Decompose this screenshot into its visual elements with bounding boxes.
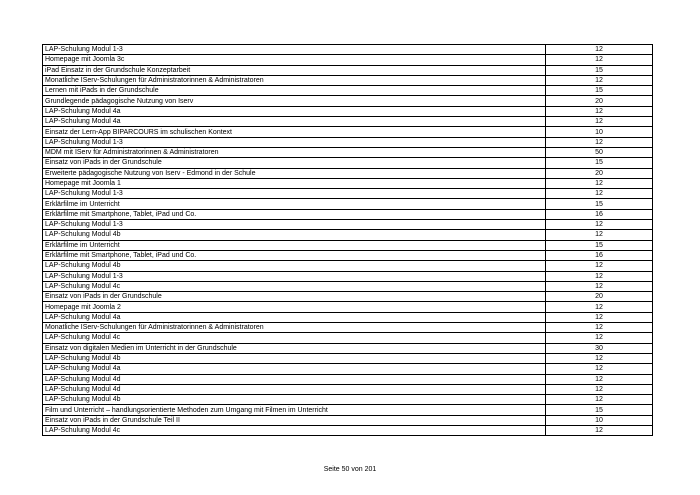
course-title-cell: LAP-Schulung Modul 1-3	[43, 45, 546, 55]
course-title-cell: Einsatz der Lern-App BIPARCOURS im schulischen Kontext	[43, 127, 546, 137]
table-row	[43, 65, 653, 75]
course-title-cell: LAP-Schulung Modul 4a	[43, 364, 546, 374]
course-title-cell: Homepage mit Joomla 1	[43, 178, 546, 188]
course-value-cell: 10	[546, 415, 653, 425]
course-value-cell: 12	[546, 281, 653, 291]
course-value-cell: 20	[546, 168, 653, 178]
table-row	[43, 55, 653, 65]
course-value-cell: 12	[546, 425, 653, 435]
course-value-cell: 12	[546, 302, 653, 312]
course-title-cell: LAP-Schulung Modul 4a	[43, 312, 546, 322]
course-value-cell: 12	[546, 271, 653, 281]
course-title-cell: iPad Einsatz in der Grundschule Konzeptarbeit	[43, 65, 546, 75]
course-value-cell: 12	[546, 323, 653, 333]
course-title-cell: LAP-Schulung Modul 4b	[43, 261, 546, 271]
table-row	[43, 106, 653, 116]
course-value-cell: 10	[546, 127, 653, 137]
table-row	[43, 384, 653, 394]
table-row	[43, 343, 653, 353]
table-row	[43, 220, 653, 230]
course-title-cell: LAP-Schulung Modul 4b	[43, 395, 546, 405]
table-row	[43, 250, 653, 260]
course-title-cell: LAP-Schulung Modul 4b	[43, 353, 546, 363]
table-row	[43, 168, 653, 178]
table-row	[43, 364, 653, 374]
course-value-cell: 50	[546, 147, 653, 157]
course-title-cell: LAP-Schulung Modul 1-3	[43, 189, 546, 199]
table-row	[43, 395, 653, 405]
page-number: Seite 50 von 201	[323, 466, 377, 473]
course-title-cell: LAP-Schulung Modul 1-3	[43, 220, 546, 230]
table-row	[43, 189, 653, 199]
course-value-cell: 12	[546, 189, 653, 199]
course-value-cell: 15	[546, 240, 653, 250]
course-title-cell: LAP-Schulung Modul 4c	[43, 281, 546, 291]
course-value-cell: 12	[546, 364, 653, 374]
course-value-cell: 16	[546, 209, 653, 219]
course-title-cell: Homepage mit Joomla 2	[43, 302, 546, 312]
course-value-cell: 12	[546, 312, 653, 322]
course-value-cell: 12	[546, 45, 653, 55]
course-value-cell: 12	[546, 353, 653, 363]
course-value-cell: 12	[546, 384, 653, 394]
course-value-cell: 12	[546, 220, 653, 230]
table-row	[43, 86, 653, 96]
course-title-cell: MDM mit IServ für Administratorinnen & Administratoren	[43, 147, 546, 157]
course-value-cell: 12	[546, 106, 653, 116]
table-row	[43, 199, 653, 209]
course-value-cell: 12	[546, 333, 653, 343]
course-title-cell: Erklärfilme im Unterricht	[43, 240, 546, 250]
course-value-cell: 20	[546, 96, 653, 106]
course-title-cell: LAP-Schulung Modul 4d	[43, 384, 546, 394]
course-title-cell: Monatliche IServ-Schulungen für Administratorinnen & Administratoren	[43, 75, 546, 85]
table-row	[43, 127, 653, 137]
course-value-cell: 15	[546, 405, 653, 415]
course-title-cell: LAP-Schulung Modul 4b	[43, 230, 546, 240]
course-title-cell: LAP-Schulung Modul 4a	[43, 106, 546, 116]
table-row	[43, 45, 653, 55]
table-row	[43, 323, 653, 333]
course-title-cell: Lernen mit iPads in der Grundschule	[43, 86, 546, 96]
table-row	[43, 137, 653, 147]
table-row	[43, 117, 653, 127]
course-value-cell: 12	[546, 137, 653, 147]
course-title-cell: LAP-Schulung Modul 1-3	[43, 137, 546, 147]
course-title-cell: Homepage mit Joomla 3c	[43, 55, 546, 65]
course-title-cell: Erklärfilme im Unterricht	[43, 199, 546, 209]
table-row	[43, 292, 653, 302]
course-title-cell: Grundlegende pädagogische Nutzung von Iserv	[43, 96, 546, 106]
table-row	[43, 230, 653, 240]
table-row	[43, 425, 653, 435]
table-row	[43, 374, 653, 384]
table-row	[43, 271, 653, 281]
table-row	[43, 405, 653, 415]
course-value-cell: 12	[546, 374, 653, 384]
course-table	[42, 44, 653, 436]
course-value-cell: 20	[546, 292, 653, 302]
course-title-cell: Film und Unterricht – handlungsorientierte Methoden zum Umgang mit Filmen im Unterricht	[43, 405, 546, 415]
course-table-body	[43, 45, 653, 436]
course-value-cell: 15	[546, 65, 653, 75]
course-value-cell: 12	[546, 55, 653, 65]
course-title-cell: LAP-Schulung Modul 1-3	[43, 271, 546, 281]
table-row	[43, 261, 653, 271]
course-value-cell: 12	[546, 261, 653, 271]
table-row	[43, 178, 653, 188]
course-title-cell: Einsatz von iPads in der Grundschule	[43, 158, 546, 168]
table-row	[43, 415, 653, 425]
table-row	[43, 209, 653, 219]
table-row	[43, 147, 653, 157]
course-value-cell: 30	[546, 343, 653, 353]
course-value-cell: 15	[546, 158, 653, 168]
course-title-cell: Erweiterte pädagogische Nutzung von Iserv - Edmond in der Schule	[43, 168, 546, 178]
table-row	[43, 302, 653, 312]
course-title-cell: LAP-Schulung Modul 4a	[43, 117, 546, 127]
course-title-cell: LAP-Schulung Modul 4d	[43, 374, 546, 384]
course-value-cell: 15	[546, 86, 653, 96]
course-title-cell: Einsatz von iPads in der Grundschule	[43, 292, 546, 302]
table-row	[43, 240, 653, 250]
course-value-cell: 12	[546, 230, 653, 240]
table-row	[43, 353, 653, 363]
course-title-cell: Einsatz von iPads in der Grundschule Teil II	[43, 415, 546, 425]
table-row	[43, 158, 653, 168]
course-title-cell: Erklärfilme mit Smartphone, Tablet, iPad und Co.	[43, 209, 546, 219]
table-row	[43, 96, 653, 106]
course-value-cell: 12	[546, 178, 653, 188]
course-title-cell: Einsatz von digitalen Medien im Unterricht in der Grundschule	[43, 343, 546, 353]
table-row	[43, 281, 653, 291]
table-row	[43, 312, 653, 322]
course-value-cell: 15	[546, 199, 653, 209]
table-row	[43, 75, 653, 85]
course-title-cell: Erklärfilme mit Smartphone, Tablet, iPad und Co.	[43, 250, 546, 260]
course-value-cell: 12	[546, 117, 653, 127]
course-title-cell: LAP-Schulung Modul 4c	[43, 425, 546, 435]
course-title-cell: Monatliche IServ-Schulungen für Administratorinnen & Administratoren	[43, 323, 546, 333]
table-row	[43, 333, 653, 343]
course-value-cell: 16	[546, 250, 653, 260]
course-value-cell: 12	[546, 395, 653, 405]
course-value-cell: 12	[546, 75, 653, 85]
course-title-cell: LAP-Schulung Modul 4c	[43, 333, 546, 343]
